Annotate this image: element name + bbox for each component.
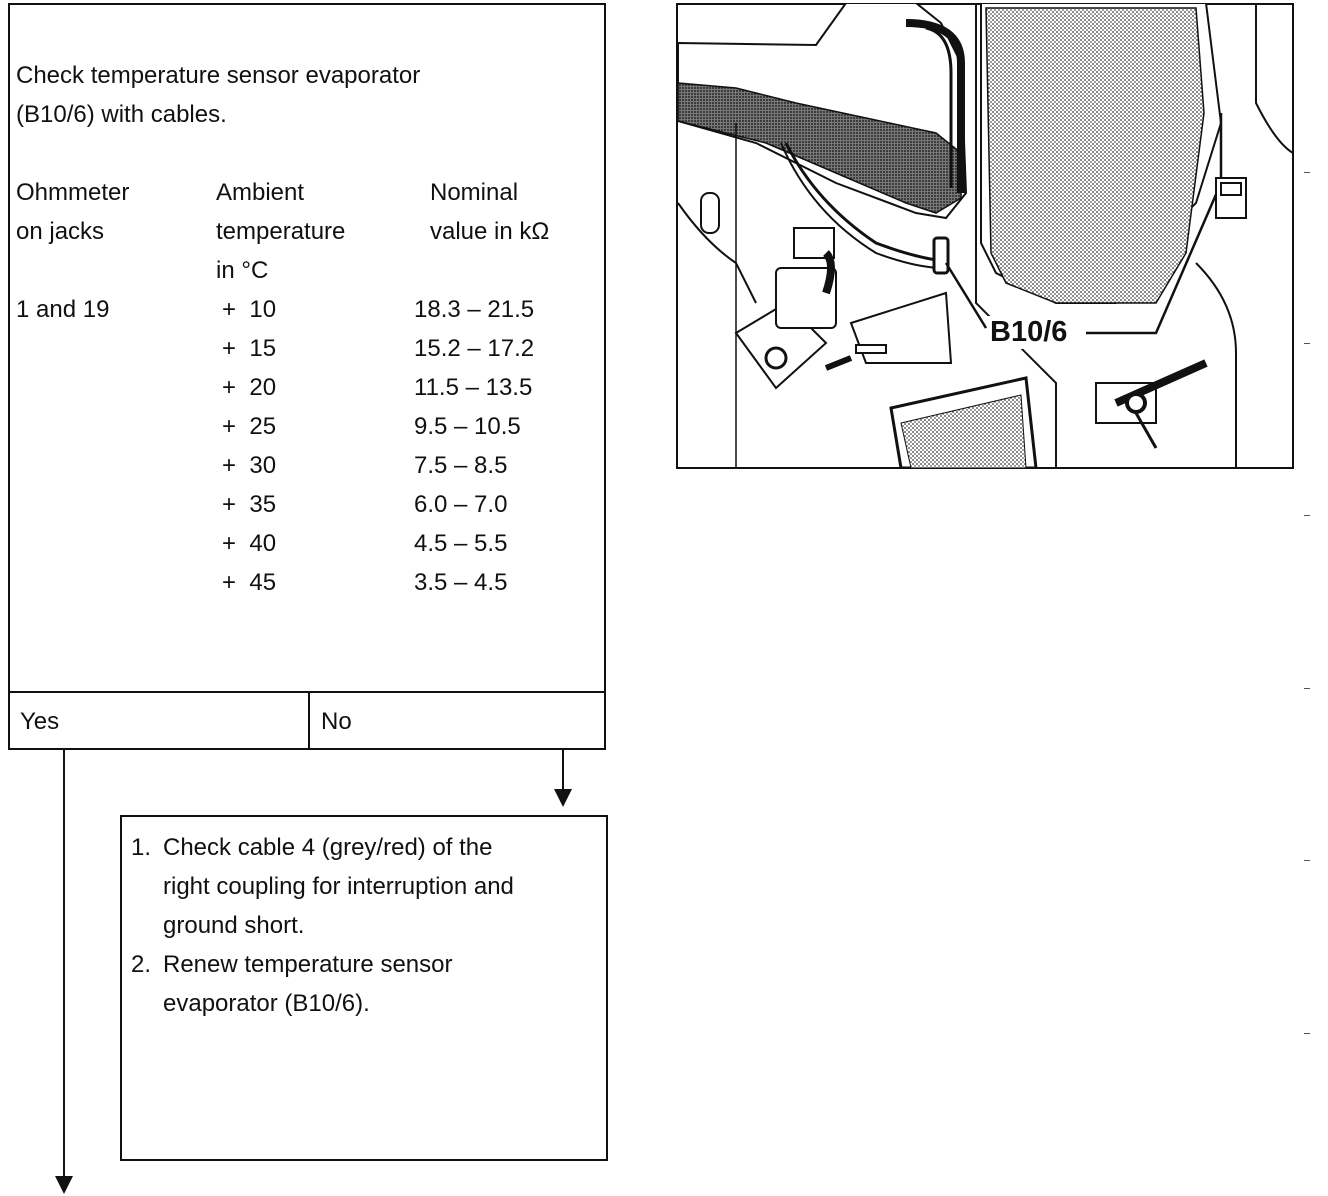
margin-tick [1304,343,1310,344]
action-item-2-line: evaporator (B10/6). [163,990,370,1017]
action-item-1-line: ground short. [163,912,305,939]
margin-tick [1304,172,1310,173]
yes-flow-line [63,750,65,1178]
row-temp: + 25 [222,413,277,440]
margin-tick [1304,860,1310,861]
component-illustration [676,3,1294,469]
header-temperature: temperature [216,218,346,245]
no-arrow-head [554,789,572,807]
yes-no-divider [8,691,606,693]
action-item-2-number: 2. [131,951,152,978]
row-temp: + 15 [222,335,277,362]
action-item-1-line: Check cable 4 (grey/red) of the [163,834,493,861]
row-value: 6.0 – 7.0 [414,491,508,518]
jacks-value: 1 and 19 [16,296,110,323]
action-item-1-line: right coupling for interruption and [163,873,514,900]
action-item-1-number: 1. [131,834,152,861]
callout-label: B10/6 [990,316,1068,348]
margin-tick [1304,1033,1310,1034]
row-value: 15.2 – 17.2 [414,335,535,362]
header-on-jacks: on jacks [16,218,105,245]
row-temp: + 35 [222,491,277,518]
row-temp: + 20 [222,374,277,401]
no-flow-line [562,750,564,790]
header-unit-celsius: in °C [216,257,269,284]
yes-no-separator [308,691,310,750]
row-value: 9.5 – 10.5 [414,413,521,440]
evaporator-sensor-drawing [676,3,1294,469]
header-value-kohm: value in kΩ [430,218,550,245]
action-box [120,815,608,1161]
no-label: No [321,708,352,735]
header-ohmmeter: Ohmmeter [16,179,130,206]
row-temp: + 45 [222,569,277,596]
action-item-2-line: Renew temperature sensor [163,951,453,978]
header-nominal: Nominal [430,179,519,206]
row-temp: + 40 [222,530,277,557]
row-value: 3.5 – 4.5 [414,569,508,596]
row-value: 4.5 – 5.5 [414,530,508,557]
margin-tick [1304,688,1310,689]
row-temp: + 10 [222,296,277,323]
check-heading-line1: Check temperature sensor evaporator [16,62,421,89]
check-heading-line2: (B10/6) with cables. [16,101,227,128]
header-ambient: Ambient [216,179,305,206]
yes-label: Yes [20,708,60,735]
yes-arrow-head [55,1176,73,1194]
row-value: 7.5 – 8.5 [414,452,508,479]
row-value: 18.3 – 21.5 [414,296,535,323]
margin-tick [1304,515,1310,516]
row-temp: + 30 [222,452,277,479]
row-value: 11.5 – 13.5 [414,374,533,401]
